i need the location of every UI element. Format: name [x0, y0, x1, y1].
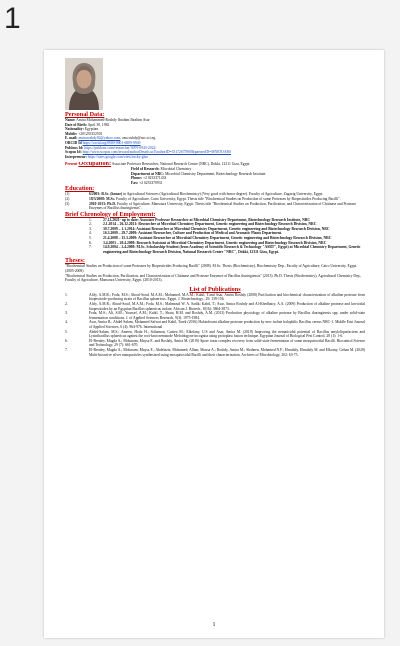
employment-number: 5.	[89, 236, 92, 241]
employment-text: 2.1.2014 – 26.12.2021: Researcher at Microbial Chemistry Department, Genetic engineering and Biotechnology Research Division, NRC	[103, 222, 317, 227]
publication-text: Asar, Amira R.; Abdel-Salam, Mohamed Safwat and Kahil, Tarek (2016) Halotolerant alkaline protease production by new isolate halophilic Bacillus cereus NRC-1. Middle East Journal of Applied Sciences, 6 (4): 964-976. International	[89, 320, 365, 329]
footer-page-number: 1	[212, 622, 216, 628]
publication-number: 4.	[65, 320, 68, 325]
employment-text: 3.4.2003 – 20.4.2008: Research Assistant at Microbial Chemistry Department, Genetic engineering and Biotechnology Research Division, NRC	[103, 240, 327, 245]
employment-number: 2.	[89, 222, 92, 227]
employment-text: 16.3.2009 – 29.7.2009: Assistant Researcher, Culture and Production of Medical and Aromatic Plants Department.	[103, 231, 282, 236]
orcid-line: ORCID Id https://orcid.org/0000-0001-6809-9949	[65, 140, 141, 145]
education-date: 18/3/2008:	[89, 196, 106, 201]
employment-number: 3.	[89, 226, 92, 231]
viewer-page-number: 1	[4, 2, 21, 35]
nationality-line: Nationality: Egyptian	[65, 127, 99, 132]
employment-number: 7.	[89, 245, 92, 250]
orcid-link[interactable]: https://orcid.org/0000-0001-6809-9949	[82, 140, 141, 145]
education-degree: B.Sc.	[101, 192, 110, 197]
publication-number: 3.	[65, 311, 68, 316]
employment-text: 27.12.2021- up to date: Associate Professor Researcher at Microbial Chemistry Department, Biotechnology Research Institute, NRC	[103, 217, 311, 222]
scopus-link[interactable]: http://www.scopus.com/inward/authorDetails.url?authorID=35172675900&partnerID=MN8TOARS	[82, 150, 231, 155]
education-detail: in Agricultural Sciences (Agricultural Biochemistry) (Very good with honor degree). Faculty of Agriculture, Zagazig University, Egypt.	[122, 192, 324, 197]
dob-line: Date of Birth: April 30, 1982	[65, 122, 110, 127]
personal-data-heading: Personal Data:	[65, 111, 105, 118]
education-date: 6/2003:	[89, 192, 101, 197]
publons-link[interactable]: https://publons.com/researcher/AFN-0943-2022/	[84, 145, 157, 150]
publications-heading: List of Publications	[189, 285, 241, 293]
publication-item	[65, 293, 365, 302]
employment-heading: Brief Chronology of Employment:	[65, 210, 156, 218]
education-number: (3)	[65, 201, 70, 206]
education-date: 2010-2013:	[89, 201, 107, 206]
employment-text: 30.7.2009 – 1.1.2014: Assistant Researcher at Microbial Chemistry Department, Genetic engineering and Biotechnology Research Division, NRC	[103, 226, 330, 231]
theses-list	[65, 264, 365, 282]
cv-content	[65, 111, 365, 357]
publication-number: 5.	[65, 329, 68, 334]
publication-text: Foda, M.S.; Ali, S.M.; Youssef, A.M.; Kahil, T.; Shata, H.M. and Roshdy, A.M. (2013) Production physiology of alkaline protease by Bacillus thuringiensis spp. under solid-state fermentation conditions. J. of Applied Sciences Research, 9(3): 1975-1984.	[89, 311, 365, 320]
employment-number: 6.	[89, 240, 92, 245]
publication-text: Afify, A.M.R.; Foda, M.S.; Aboul-Soud, M.A.M.; Mohamed, M.A.M.; Kahil, T.and Asar, Amira Roshdy (2008) Purification and biochemical characterization of alkaline protease from biopesticide-producing strain of Bacillus sphaericus. Egypt. J. Biotechnology., 29: 139-156.	[89, 292, 365, 302]
employment-item	[65, 245, 365, 254]
education-item	[65, 202, 365, 211]
publication-text: Afify, A.M.R.; Aboul-Soud, M.A.M.; Foda, M.S.; Mahmoud W. A. Sadik; Kahil, T.; Asar, Amira Roshdy and Al-Khedhairy, A.A. (2009) Production of alkaline protease and larvicidal biopesticides by an Egyptian Bacillus sphaericus isolate. African J. Biotech., 8(16): 3864-3873.	[89, 302, 365, 311]
education-number: (1)	[65, 192, 70, 197]
employment-number: 4.	[89, 231, 92, 236]
publication-text: El-Beraley, Magda A.; Moharam, Maysa E.; Abdelaziz, Mohamed; Allam, Mousa A.; Roshdy, Amira M.; Shaheen, Mohamed N.F.; Elmahdy, Elmahdy M. and Elkorny, Gehan M. (2020) Multi-bioactive silver nanoparticles synthesized using mosquitocidal Bacilli and their characterization. Archives of Microbiology, 202: 63-75.	[89, 347, 365, 357]
publication-text: Abdel-Salam, M.S.; Ameen, Hoda H.; Soliaman, Gaziea M.; Elkelany, U.S and Asar, Amira M. (2018) Improving the nematicidal potential of Bacillus amyloliquefaciens and Lysinibacillus sphaericus against the root-knot nematode Meloidogyne incognita using protoplast fusion technique. Egyptian Journal of Biological Pest Control, 28 (1): 1-6.	[89, 329, 365, 339]
scopus-line: Scopus Id: http://www.scopus.com/inward/authorDetails.url?authorID=35172675900&partnerID=MN8TOARS	[65, 150, 231, 155]
employment-list	[65, 218, 365, 255]
education-heading: Education:	[65, 185, 95, 193]
interpreneur-line: Interpreneur: https://sites.google.com/view/nrcky-glue	[65, 154, 149, 159]
publications-list	[65, 293, 365, 357]
education-detail: Faculty of Agriculture, Mansoura University, Egypt. Thesis title "Biochemical Studies on Production, Purification, and Characterization of Chitinase and Protease Enzymes of Bacillus thuringiensis".	[89, 201, 356, 211]
employment-number: 1.	[89, 217, 92, 222]
education-detail: Faculty of Agriculture, Cairo University, Egypt. Thesis title "Biochemical Studies on Production of some Proteases by Biopesticides Producing Bacilli".	[115, 196, 341, 201]
publons-line: Publons Id: https://publons.com/researcher/AFN-0943-2022/	[65, 145, 157, 150]
education-number: (2)	[65, 196, 70, 201]
publication-number: 7.	[65, 347, 68, 352]
publication-number: 1.	[65, 292, 68, 297]
occupation-line: Present Occupation: Associate Professor Researcher, National Research Centre (NRC), Dokki, 12311 Giza, Egypt.	[65, 162, 251, 167]
employment-text: 14.9.2004 – 2.4.2008: M.Sc. Scholarship-Student (from Academy of Scientific Research & Technology "ASRT", Egypt) at Microbial Chemistry Department, Genetic engineering and Biotechnology Research Division, National Research Centre "NRC", Dokki, 12311 Giza, Egypt.	[103, 245, 361, 254]
field-line: Field of Research: Microbial Chemistry	[131, 166, 192, 171]
mobile-line: Mobile: +201235352501	[65, 131, 103, 136]
name-line: Name: Amira Mohammed-Roshdy Ibrahim Ibrahim Asar	[65, 118, 150, 122]
publication-item	[65, 302, 365, 311]
fax-line: Fax: +2 0233370931	[131, 180, 163, 185]
education-list	[65, 192, 365, 210]
dept-line: Department at NRC: Microbial Chemistry Department, Biotechnology Research Institute.	[131, 171, 267, 176]
phone-line: Phone: +2 0233371433	[131, 176, 167, 181]
interpreneur-link[interactable]: https://sites.google.com/view/nrcky-glue	[87, 154, 149, 159]
education-degree-note: (honor)	[110, 192, 123, 197]
publication-number: 6.	[65, 338, 68, 343]
cv-page	[44, 50, 384, 638]
education-degree: M.Sc.	[106, 196, 116, 201]
email-link[interactable]: amiraroshdy82@yahoo.com	[78, 136, 121, 141]
publication-text: El-Beraley, Magda A.; Moharam, Maysa E. and Roshdy, Amira M. (2019) Spore toxin complex recovery from solid-state fermentation of some mosquitocidal Bacilli. Biocontrol Science and Technology, 29 (7): 661-670.	[89, 338, 365, 348]
education-text	[89, 202, 365, 211]
profile-photo	[65, 58, 103, 110]
education-degree: Ph.D.	[107, 201, 116, 206]
thesis-item: "Biochemical Studies on Production of some Proteases by Biopesticides Producing Bacilli" (2008). M.Sc. Thesis (Biochemistry), Biochemistry Dep., Faculty of Agriculture, Cairo University, Egypt. (2005-2008)	[65, 264, 358, 274]
theses-heading: Theses:	[65, 257, 85, 265]
publication-item	[65, 330, 365, 339]
publication-item	[65, 311, 365, 320]
publication-item	[65, 348, 365, 357]
thesis-item: "Biochemical Studies on Production, Purification, and Characterization of Chitinase and Protease Enzymes of Bacillus thuringiensis" (2013). Ph.D. Thesis (Biochemistry), Agricultural Chemistry Dep., Faculty of Agriculture, Mansoura University, Egypt. (2010-2013).	[65, 273, 362, 283]
employment-text: 21.4.2008 – 15.3.2009: Assistant Researcher at Microbial Chemistry Department, Genetic engineering and Biotechnology Research Division, NRC	[103, 236, 332, 241]
publication-item	[65, 339, 365, 348]
email-line: E. mail: amiraroshdy82@yahoo.com, am.roshdy@nrc.sci.eg.	[65, 136, 156, 141]
publication-number: 2.	[65, 302, 68, 306]
occupation-heading: Occupation:	[78, 162, 112, 167]
publication-item	[65, 320, 365, 329]
